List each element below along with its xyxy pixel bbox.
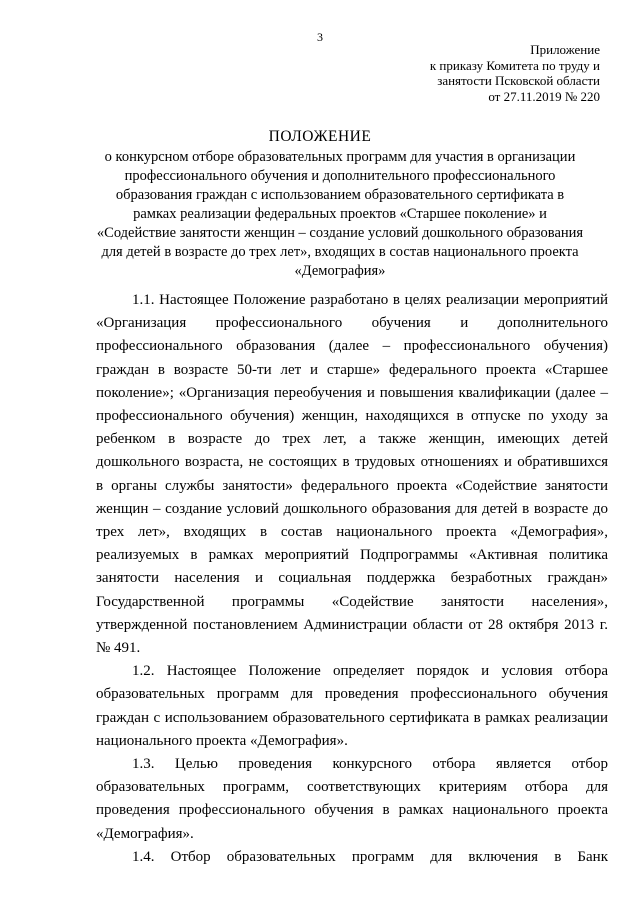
document-body — [96, 289, 608, 869]
subtitle-line: «Содействие занятости женщин – создание условий дошкольного образования — [96, 225, 584, 241]
text-line: № 491. — [96, 640, 141, 657]
paragraph-1-3 — [96, 753, 608, 846]
text-line: проведения профессионального обучения в рамках национального проекта — [96, 802, 608, 819]
page-number: 3 — [317, 30, 323, 44]
text-line: 1.3. Целью проведения конкурсного отбора является отбор — [132, 756, 608, 773]
text-line: профессионального обучения) женщин, находящихся в отпуске по уходу за — [96, 408, 608, 425]
text-line: утвержденной постановлением Администрации области от 28 октября 2013 г. — [96, 616, 608, 633]
text-line: ребенком в возрасте до трех лет, а также женщин, имеющих детей — [96, 431, 608, 448]
text-line: 1.4. Отбор образовательных программ для включения в Банк — [132, 848, 608, 865]
text-line: национального проекта «Демография». — [96, 732, 348, 749]
text-line: «Демография». — [96, 825, 194, 842]
text-line: женщин – создание условий дошкольного образования для детей в возрасте до — [96, 500, 608, 517]
appendix-header — [430, 42, 600, 104]
text-line: профессионального образования (далее – профессионального обучения) — [96, 338, 608, 355]
subtitle-line: для детей в возрасте до трех лет», входящих в состав национального проекта — [101, 244, 579, 260]
appendix-order-ref: к приказу Комитета по труду и — [429, 57, 600, 73]
text-line: трех лет», входящих в состав национального проекта «Демография», — [96, 524, 608, 541]
text-line: «Организация профессионального обучения и дополнительного — [96, 315, 608, 332]
text-line: реализуемых в рамках мероприятий Подпрограммы «Активная политика — [96, 547, 608, 564]
subtitle-line: профессионального обучения и дополнительного профессионального — [124, 168, 556, 184]
text-line: поколение»; «Организация переобучения и повышения квалификации (далее – — [96, 384, 608, 401]
text-line: 1.2. Настоящее Положение определяет порядок и условия отбора — [132, 663, 608, 680]
subtitle-line: образования граждан с использованием образовательного сертификата в — [115, 187, 565, 203]
appendix-date-number: от 27.11.2019 № 220 — [488, 88, 600, 104]
document-subtitle — [75, 148, 605, 281]
text-line: в органы службы занятости» федерального проекта «Содействие занятости — [96, 477, 608, 494]
paragraph-1-1 — [96, 289, 608, 660]
paragraph-1-4 — [96, 846, 608, 869]
subtitle-line: «Демография» — [294, 263, 386, 279]
text-line: образовательных программ, соответствующих критериям отбора для — [96, 779, 608, 796]
subtitle-line: о конкурсном отборе образовательных программ для участия в организации — [104, 149, 576, 165]
text-line: Государственной программы «Содействие занятости населения», — [96, 593, 608, 610]
document-title: ПОЛОЖЕНИЕ — [268, 128, 372, 145]
subtitle-line: рамках реализации федеральных проектов «Старшее поколение» и — [133, 206, 547, 222]
appendix-label: Приложение — [530, 42, 600, 57]
text-line: образовательных программ для проведения профессионального обучения — [96, 686, 608, 703]
text-line: дошкольного возраста, не состоящих в трудовых отношениях и обратившихся — [96, 454, 608, 471]
text-line: граждан с использованием образовательного сертификата в рамках реализации — [96, 709, 608, 726]
text-line: 1.1. Настоящее Положение разработано в целях реализации мероприятий — [132, 292, 608, 308]
text-line: занятости населения и социальная поддержка безработных граждан» — [96, 570, 608, 587]
paragraph-1-2 — [96, 660, 608, 753]
text-line: граждан в возрасте 50-ти лет и старше» федерального проекта «Старшее — [96, 361, 608, 378]
appendix-authority: занятости Псковской области — [437, 73, 600, 88]
